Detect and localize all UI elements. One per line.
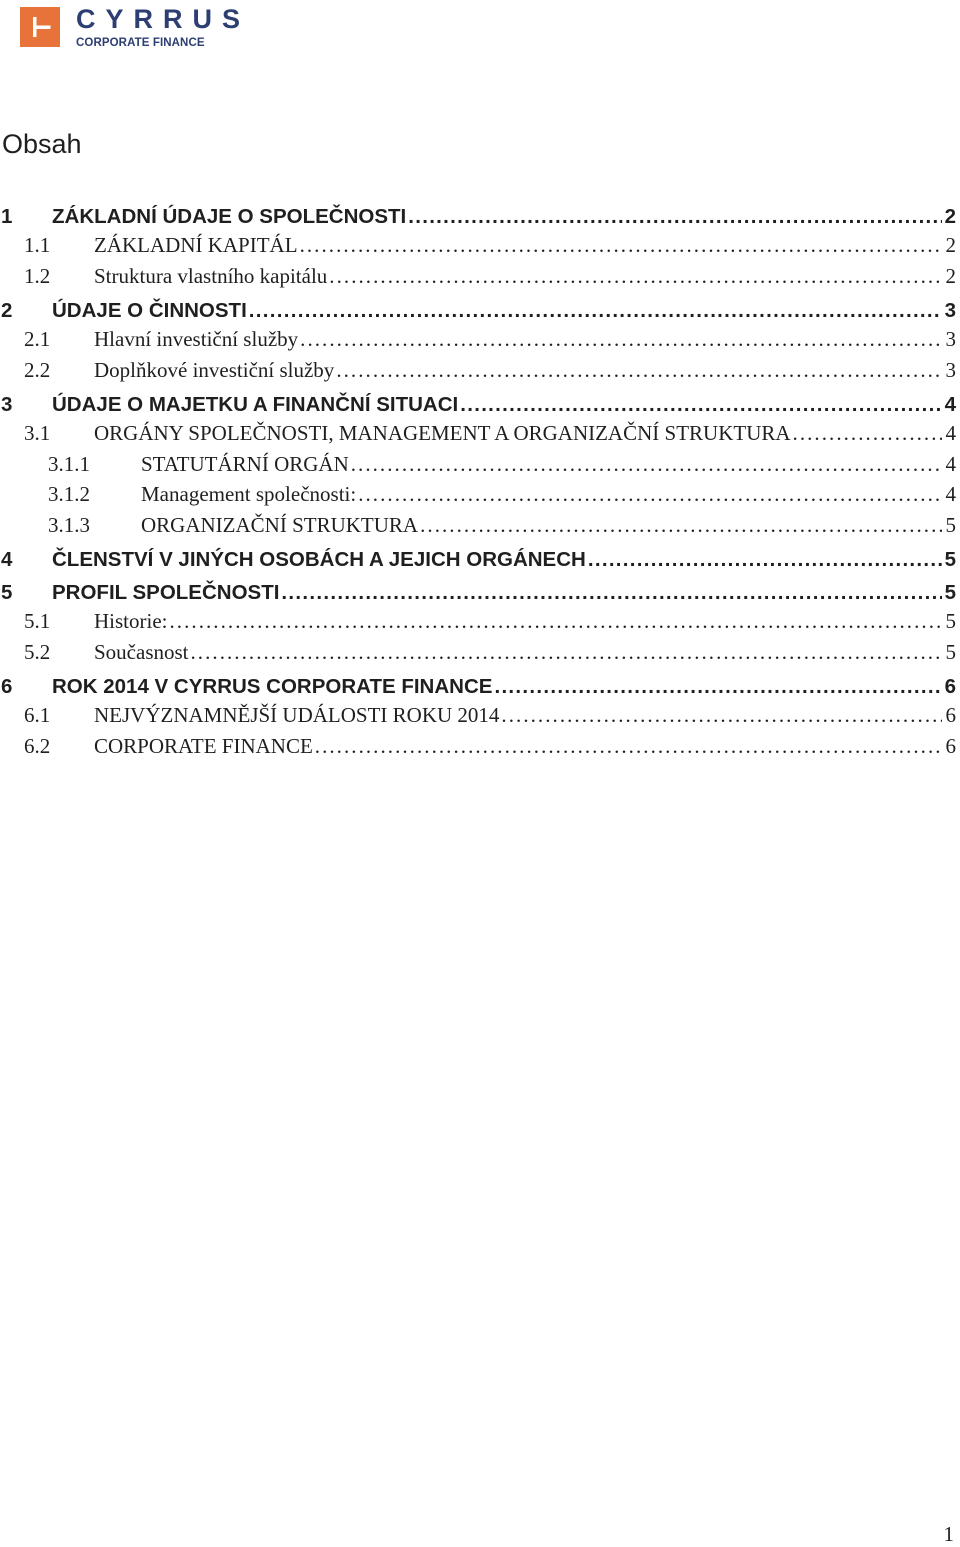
toc-entry-number: 6: [1, 674, 13, 698]
toc-entry-page: 6: [945, 703, 956, 727]
logo-company-subtitle: CORPORATE FINANCE: [76, 37, 205, 49]
toc-entry-page: 3: [944, 298, 956, 322]
toc-entry-title: ZÁKLADNÍ ÚDAJE O SPOLEČNOSTI: [52, 204, 407, 228]
toc-entry-page: 3: [945, 357, 956, 382]
toc-entry-number: 3.1: [24, 421, 51, 445]
toc-entry[interactable]: [0, 576, 956, 609]
toc-entry-title: ROK 2014 V CYRRUS CORPORATE FINANCE: [52, 674, 493, 698]
toc-entry[interactable]: [0, 452, 956, 483]
toc-entry[interactable]: [0, 734, 956, 765]
toc-entry-number: 3.1.1: [48, 451, 90, 476]
toc-entry[interactable]: [0, 421, 956, 452]
toc-entry-page: 3: [945, 327, 956, 351]
toc-entry-page: 6: [944, 674, 956, 698]
toc-entry-page: 4: [945, 421, 956, 445]
toc-dot-leader: [313, 734, 942, 759]
toc-entry-page: 4: [945, 482, 956, 506]
toc-entry-number: 5.2: [24, 639, 51, 664]
toc-entry-page: 2: [944, 204, 956, 228]
toc-entry-page: 5: [945, 512, 956, 537]
toc-entry-page: 5: [945, 609, 956, 633]
logo-company-name: CYRRUS: [76, 4, 251, 34]
toc-entry-title: NEJVÝZNAMNĚJŠÍ UDÁLOSTI ROKU 2014: [94, 703, 500, 727]
toc-dot-leader: [418, 513, 942, 538]
toc-entry-number: 2.2: [24, 357, 51, 382]
toc-dot-leader: [168, 609, 943, 634]
toc-entry[interactable]: [0, 327, 956, 358]
toc-entry-title: Hlavní investiční služby: [94, 327, 299, 351]
toc-dot-leader: [298, 327, 942, 352]
toc-entry-number: 5: [1, 580, 13, 604]
toc-entry-number: 1: [1, 204, 13, 228]
toc-entry-title: ZÁKLADNÍ KAPITÁL: [94, 233, 298, 257]
toc-entry[interactable]: [0, 482, 956, 513]
toc-entry[interactable]: [0, 609, 956, 640]
toc-entry[interactable]: [0, 264, 956, 295]
toc-dot-leader: [279, 581, 942, 605]
toc-dot-leader: [327, 264, 942, 289]
toc-entry-number: 2: [1, 298, 13, 322]
toc-entry-title: ČLENSTVÍ V JINÝCH OSOBÁCH A JEJICH ORGÁNECH: [52, 547, 586, 571]
toc-entry[interactable]: [0, 513, 956, 544]
toc-entry-page: 4: [944, 392, 956, 416]
toc-entry[interactable]: [0, 200, 956, 233]
toc-entry-title: Struktura vlastního kapitálu: [94, 263, 328, 288]
company-logo: [20, 4, 251, 50]
toc-entry-title: ORGANIZAČNÍ STRUKTURA: [141, 512, 419, 537]
toc-entry-title: Management společnosti:: [141, 482, 357, 506]
toc-dot-leader: [334, 358, 942, 383]
toc-dot-leader: [406, 205, 942, 229]
toc-entry[interactable]: [0, 543, 956, 576]
toc-entry-title: Současnost: [94, 639, 189, 664]
page-number: 1: [943, 1522, 954, 1546]
toc-entry-number: 2.1: [24, 327, 51, 351]
toc-dot-leader: [492, 675, 942, 699]
toc-entry[interactable]: [0, 388, 956, 421]
cyrrus-logo-icon: [20, 7, 60, 47]
toc-entry-number: 6.2: [24, 733, 51, 758]
toc-entry-page: 2: [945, 263, 956, 288]
toc-entry-number: 3.1.2: [48, 482, 90, 506]
toc-entry-page: 2: [945, 233, 956, 257]
toc-entry-number: 3: [1, 392, 13, 416]
table-of-contents: [0, 200, 956, 764]
toc-dot-leader: [499, 703, 942, 728]
toc-dot-leader: [247, 299, 942, 323]
toc-entry-page: 5: [944, 580, 956, 604]
toc-entry-number: 4: [1, 547, 13, 571]
toc-entry-title: Historie:: [94, 609, 168, 633]
toc-entry-page: 5: [944, 547, 956, 571]
toc-entry-title: STATUTÁRNÍ ORGÁN: [141, 451, 349, 476]
toc-entry[interactable]: [0, 670, 956, 703]
toc-entry-number: 3.1.3: [48, 512, 90, 537]
toc-entry[interactable]: [0, 294, 956, 327]
toc-entry-title: Doplňkové investiční služby: [94, 357, 335, 382]
toc-entry-title: PROFIL SPOLEČNOSTI: [52, 580, 280, 604]
toc-entry[interactable]: [0, 703, 956, 734]
toc-entry[interactable]: [0, 233, 956, 264]
toc-entry-page: 5: [945, 639, 956, 664]
toc-entry[interactable]: [0, 640, 956, 671]
toc-dot-leader: [189, 640, 943, 665]
toc-entry-title: ÚDAJE O ČINNOSTI: [52, 298, 247, 322]
toc-entry-title: ORGÁNY SPOLEČNOSTI, MANAGEMENT A ORGANIZAČNÍ STRUKTURA: [94, 421, 791, 445]
toc-entry[interactable]: [0, 358, 956, 389]
toc-entry-title: CORPORATE FINANCE: [94, 733, 313, 758]
toc-dot-leader: [298, 233, 942, 258]
toc-entry-number: 6.1: [24, 703, 51, 727]
toc-dot-leader: [356, 482, 942, 507]
toc-dot-leader: [458, 393, 942, 417]
toc-entry-title: ÚDAJE O MAJETKU A FINANČNÍ SITUACI: [52, 392, 459, 416]
toc-entry-page: 6: [945, 733, 956, 758]
toc-entry-page: 4: [945, 451, 956, 476]
toc-dot-leader: [586, 548, 942, 572]
toc-entry-number: 1.1: [24, 233, 51, 257]
toc-entry-number: 5.1: [24, 609, 51, 633]
toc-entry-number: 1.2: [24, 263, 51, 288]
page-title: Obsah: [2, 129, 82, 159]
toc-dot-leader: [791, 421, 942, 446]
toc-dot-leader: [349, 452, 942, 477]
